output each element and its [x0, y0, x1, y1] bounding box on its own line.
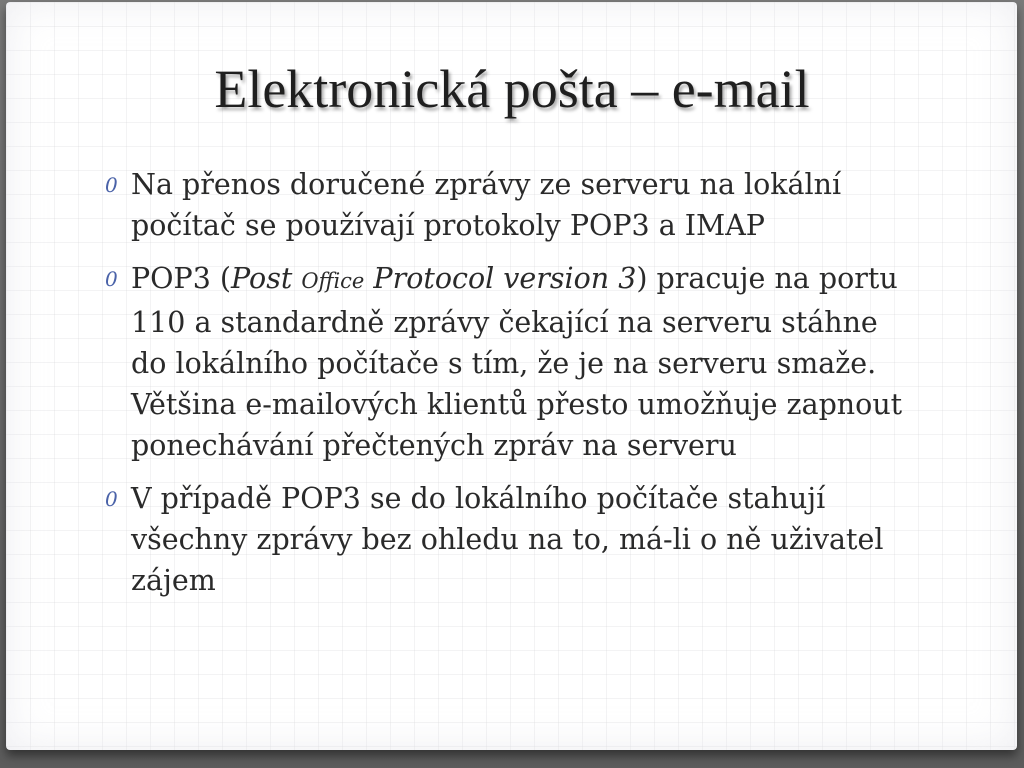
- protocol-name-italic-end: Protocol version 3: [364, 262, 637, 295]
- bullet-text-rest: ) pracuje na portu 110 a standardně zprávy čekající na serveru stáhne do lokálního počítače s tím, že je na serveru smaže. Většina e-mailových klientů přesto umožňuje zapnout ponechávání přečtených zpráv na serveru: [131, 262, 903, 462]
- bullet-text: V případě POP3 se do lokálního počítače stahují všechny zprávy bez ohledu na to, má-li o ně uživatel zájem: [131, 482, 884, 597]
- bullet-text: Na přenos doručené zprávy ze serveru na lokální počítač se používají protokoly POP3 a IMAP: [131, 168, 842, 242]
- bullet-list: [105, 164, 915, 613]
- bullet-item-1: [105, 164, 915, 246]
- protocol-name-italic-small: Office: [301, 269, 365, 293]
- bullet-marker: 0: [105, 487, 118, 511]
- slide-title: Elektronická pošta – e-mail: [214, 59, 810, 119]
- bullet-text-start: POP3 (: [131, 262, 232, 295]
- protocol-name-italic: Post: [231, 262, 302, 295]
- bullet-marker: 0: [105, 267, 118, 291]
- bullet-item-3: [105, 478, 915, 601]
- bullet-item-2: [105, 258, 915, 466]
- bullet-marker: 0: [105, 173, 118, 197]
